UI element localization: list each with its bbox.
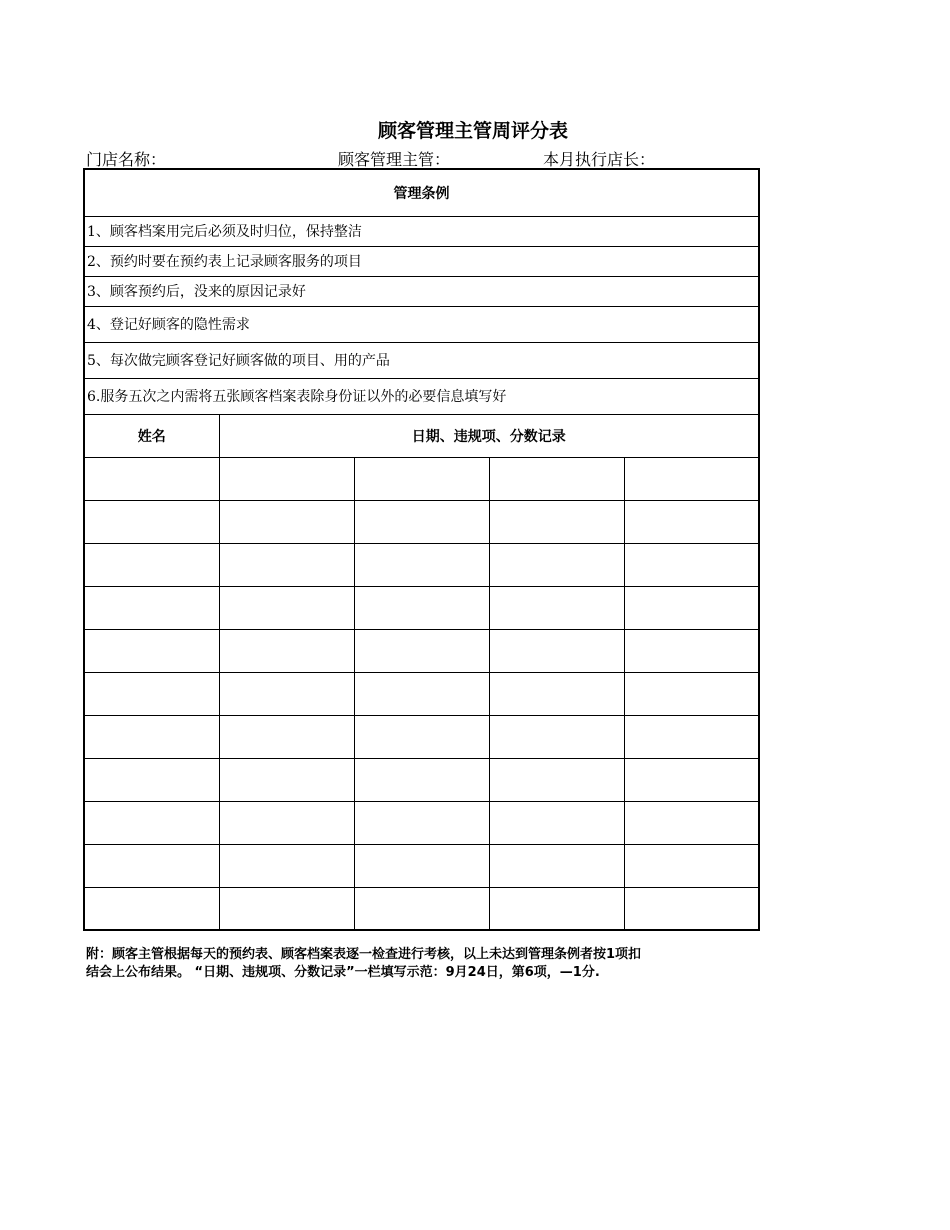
table-row bbox=[84, 543, 759, 586]
record-cell[interactable] bbox=[354, 844, 489, 887]
record-cell[interactable] bbox=[354, 715, 489, 758]
record-cell[interactable] bbox=[219, 758, 354, 801]
name-cell[interactable] bbox=[84, 887, 219, 930]
record-cell[interactable] bbox=[219, 457, 354, 500]
name-cell[interactable] bbox=[84, 844, 219, 887]
record-cell[interactable] bbox=[354, 758, 489, 801]
record-cell[interactable] bbox=[624, 457, 759, 500]
supervisor-label: 顾客管理主管： bbox=[338, 150, 451, 169]
record-cell[interactable] bbox=[489, 500, 624, 543]
rule-item: 1、顾客档案用完后必须及时归位，保持整洁 bbox=[84, 216, 759, 246]
record-cell[interactable] bbox=[219, 543, 354, 586]
record-cell[interactable] bbox=[489, 801, 624, 844]
table-row bbox=[84, 500, 759, 543]
record-cell[interactable] bbox=[219, 500, 354, 543]
record-cell[interactable] bbox=[489, 629, 624, 672]
footer-line: 结会上公布结果。 “日期、违规项、分数记录”一栏填写示范：9月24日，第6项，—1分. bbox=[86, 965, 600, 980]
rule-item: 6.服务五次之内需将五张顾客档案表除身份证以外的必要信息填写好 bbox=[84, 378, 759, 414]
table-row bbox=[84, 672, 759, 715]
record-cell[interactable] bbox=[354, 672, 489, 715]
record-cell[interactable] bbox=[354, 887, 489, 930]
rule-item: 4、登记好顾客的隐性需求 bbox=[84, 306, 759, 342]
record-cell[interactable] bbox=[489, 586, 624, 629]
name-cell[interactable] bbox=[84, 801, 219, 844]
rules-header: 管理条例 bbox=[84, 169, 759, 216]
name-cell[interactable] bbox=[84, 758, 219, 801]
name-cell[interactable] bbox=[84, 629, 219, 672]
name-cell[interactable] bbox=[84, 543, 219, 586]
table-row bbox=[84, 801, 759, 844]
record-cell[interactable] bbox=[219, 801, 354, 844]
record-cell[interactable] bbox=[354, 543, 489, 586]
record-cell[interactable] bbox=[489, 887, 624, 930]
score-sheet-table bbox=[83, 168, 760, 931]
table-row bbox=[84, 758, 759, 801]
record-cell[interactable] bbox=[219, 715, 354, 758]
footer-note bbox=[86, 946, 761, 982]
name-cell[interactable] bbox=[84, 586, 219, 629]
record-cell[interactable] bbox=[489, 715, 624, 758]
record-cell[interactable] bbox=[489, 844, 624, 887]
store-name-label: 门店名称： bbox=[86, 150, 167, 169]
record-cell[interactable] bbox=[624, 586, 759, 629]
table-row bbox=[84, 629, 759, 672]
name-cell[interactable] bbox=[84, 457, 219, 500]
record-cell[interactable] bbox=[354, 500, 489, 543]
table-row bbox=[84, 715, 759, 758]
record-cell[interactable] bbox=[624, 801, 759, 844]
record-cell[interactable] bbox=[219, 844, 354, 887]
name-cell[interactable] bbox=[84, 500, 219, 543]
name-cell[interactable] bbox=[84, 715, 219, 758]
record-cell[interactable] bbox=[219, 887, 354, 930]
table-row bbox=[84, 457, 759, 500]
record-column-header: 日期、违规项、分数记录 bbox=[219, 414, 759, 457]
rule-item: 2、预约时要在预约表上记录顾客服务的项目 bbox=[84, 246, 759, 276]
record-cell[interactable] bbox=[354, 629, 489, 672]
rule-item: 5、每次做完顾客登记好顾客做的项目、用的产品 bbox=[84, 342, 759, 378]
record-cell[interactable] bbox=[354, 801, 489, 844]
table-row bbox=[84, 844, 759, 887]
record-cell[interactable] bbox=[624, 844, 759, 887]
name-cell[interactable] bbox=[84, 672, 219, 715]
table-row bbox=[84, 586, 759, 629]
name-column-header: 姓名 bbox=[84, 414, 219, 457]
record-cell[interactable] bbox=[624, 715, 759, 758]
record-cell[interactable] bbox=[624, 672, 759, 715]
record-cell[interactable] bbox=[219, 629, 354, 672]
record-cell[interactable] bbox=[624, 500, 759, 543]
record-cell[interactable] bbox=[489, 672, 624, 715]
record-cell[interactable] bbox=[219, 672, 354, 715]
record-cell[interactable] bbox=[624, 887, 759, 930]
footer-line: 附：顾客主管根据每天的预约表、顾客档案表逐一检查进行考核，以上未达到管理条例者按1项扣 bbox=[86, 947, 642, 962]
record-cell[interactable] bbox=[354, 586, 489, 629]
record-cell[interactable] bbox=[624, 543, 759, 586]
record-cell[interactable] bbox=[489, 457, 624, 500]
store-manager-label: 本月执行店长： bbox=[543, 150, 656, 169]
page-title: 顾客管理主管周评分表 bbox=[378, 120, 569, 142]
rule-item: 3、顾客预约后，没来的原因记录好 bbox=[84, 276, 759, 306]
record-cell[interactable] bbox=[624, 758, 759, 801]
table-row bbox=[84, 887, 759, 930]
record-cell[interactable] bbox=[489, 543, 624, 586]
record-cell[interactable] bbox=[354, 457, 489, 500]
record-cell[interactable] bbox=[219, 586, 354, 629]
record-cell[interactable] bbox=[489, 758, 624, 801]
record-cell[interactable] bbox=[624, 629, 759, 672]
